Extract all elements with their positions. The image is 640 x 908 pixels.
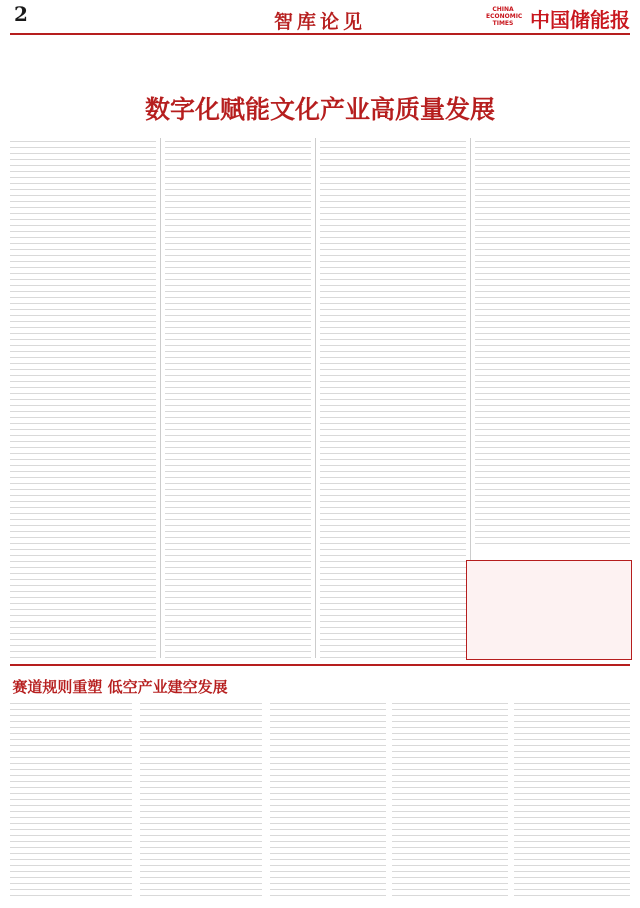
lead-column-1 <box>10 138 156 658</box>
newspaper-logo-en: CHINA ECONOMIC TIMES <box>486 6 523 27</box>
column-divider <box>160 138 161 658</box>
column-divider <box>315 138 316 658</box>
section-rule <box>10 664 630 666</box>
lead-headline: 数字化赋能文化产业高质量发展 <box>144 95 495 124</box>
bottom-column-4 <box>392 700 508 900</box>
header-info-strip <box>10 36 630 42</box>
bottom-column-1 <box>10 700 132 900</box>
bottom-column-2 <box>140 700 262 900</box>
bottom-headline: 赛道规则重塑 低空产业建空发展 <box>12 678 228 696</box>
bottom-column-5 <box>514 700 630 900</box>
header-rule <box>10 33 630 35</box>
masthead <box>0 0 640 44</box>
author-bio-box <box>466 560 632 660</box>
column-title: 智库论见 <box>273 11 366 33</box>
newspaper-logo: 中国储能报 <box>530 8 630 32</box>
page-number: 2 <box>14 2 28 26</box>
bottom-column-3 <box>270 700 386 900</box>
lead-column-4 <box>475 138 630 548</box>
lead-column-2 <box>165 138 311 658</box>
lead-column-3 <box>320 138 466 658</box>
